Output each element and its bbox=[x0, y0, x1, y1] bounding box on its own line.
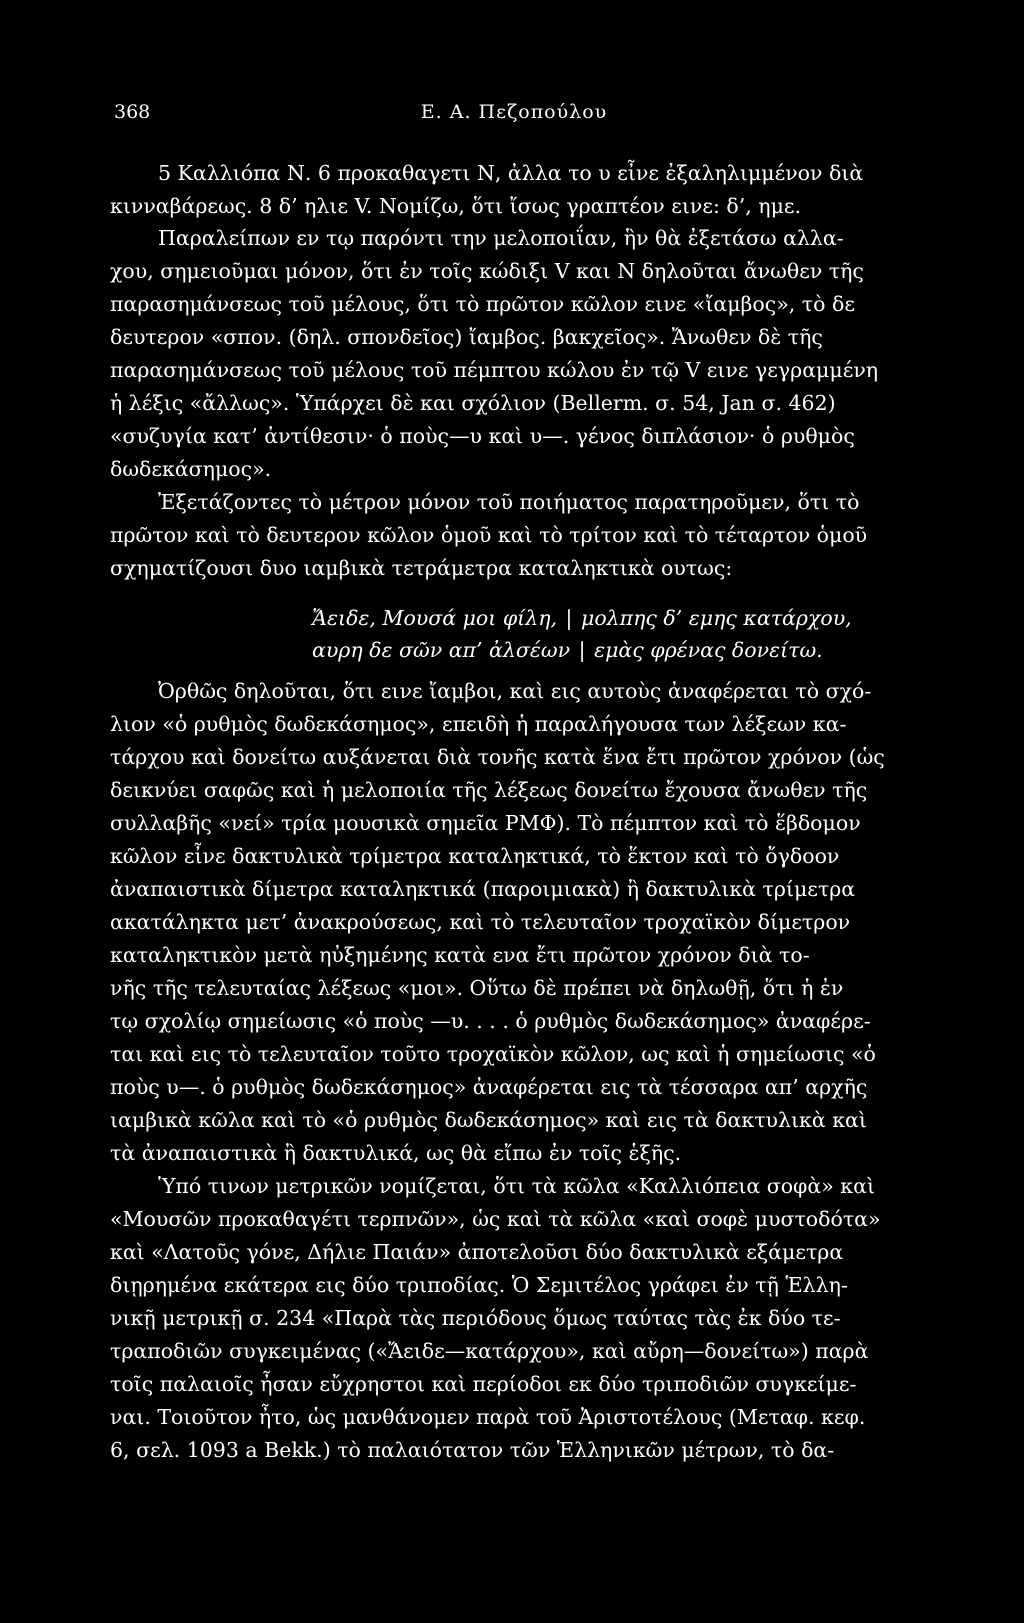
verse-separator: | bbox=[578, 638, 586, 662]
text-line: 5 Καλλιόπα Ν. 6 προκαθαγετι Ν, ἀλλα το υ εἶνε ἐξαληλιμμένον διὰ bbox=[158, 161, 864, 185]
text-line: καὶ «Λατοῦς γόνε, Δήλιε Παιάν» ἀποτελοῦσι δύο δακτυλικὰ εξάμετρα bbox=[110, 1240, 844, 1264]
running-head: Ε. Α. Πεζοπούλου bbox=[420, 101, 608, 123]
text-line: δωδεκάσημος». bbox=[110, 457, 272, 481]
text-line: τὰ ἀναπαιστικὰ ἢ δακτυλικά, ως θὰ εἴπω ἐν τοῖς ἑξῆς. bbox=[110, 1141, 682, 1165]
verse-separator: | bbox=[565, 606, 573, 630]
text-line: πρῶτον καὶ τὸ δευτερον κῶλον ὁμοῦ καὶ τὸ τρίτον καὶ τὸ τέταρτον ὁμοῦ bbox=[110, 523, 868, 547]
text-line: παρασημάνσεως τοῦ μέλους, ὅτι τὸ πρῶτον κῶλον εινε «ἴαμβος», τὸ δε bbox=[110, 292, 855, 316]
text-line: δευτερον «σπον. (δηλ. σπονδεῖος) ἴαμβος. βακχεῖος». Ἄνωθεν δὲ τῆς bbox=[110, 325, 823, 349]
text-line: «συζυγία κατ’ ἀντίθεσιν· ὁ ποὺς—υ καὶ υ—. γένος διπλάσιον· ὁ ρυθμὸς bbox=[110, 424, 855, 448]
text-line: τάρχου καὶ δονείτω αυξάνεται διὰ τονῆς κατὰ ἕνα ἔτι πρῶτον χρόνον (ὡς bbox=[110, 745, 885, 769]
verse-right: εμὰς φρένας δονείτω. bbox=[594, 638, 823, 662]
text-line: τραποδιῶν συγκειμένας («Ἄειδε—κατάρχου», καὶ αὔρη—δονείτω») παρὰ bbox=[110, 1339, 869, 1363]
text-line: τῳ σχολίῳ σημείωσις «ὁ ποὺς —υ. . . . ὁ ρυθμὸς δωδεκάσημος» ἀναφέρε- bbox=[110, 1009, 871, 1033]
verse-right: μολπης δ’ εμης κατάρχου, bbox=[581, 606, 852, 630]
text-line: κῶλον εἶνε δακτυλικὰ τρίμετρα καταληκτικά, τὸ ἕκτον καὶ τὸ ὄγδοον bbox=[110, 844, 840, 868]
text-line: ιαμβικὰ κῶλα καὶ τὸ «ὁ ρυθμὸς δωδεκάσημος» καὶ εις τὰ δακτυλικὰ καὶ bbox=[110, 1108, 867, 1132]
text-line: συλλαβῆς «νεί» τρία μουσικὰ σημεῖα ΡΜΦ). Τὸ πέμπτον καὶ τὸ ἕβδομον bbox=[110, 811, 861, 835]
text-line: Ἐξετάζοντες τὸ μέτρον μόνον τοῦ ποιήματος παρατηροῦμεν, ὅτι τὸ bbox=[158, 490, 860, 514]
text-line: σχηματίζουσι δυο ιαμβικὰ τετράμετρα καταληκτικὰ ουτως: bbox=[110, 556, 733, 580]
verse-line bbox=[312, 602, 852, 634]
text-line: ακατάληκτα μετ’ ἀνακρούσεως, καὶ τὸ τελευταῖον τροχαϊκὸν δίμετρον bbox=[110, 910, 851, 934]
text-line: τοῖς παλαιοῖς ἦσαν εὔχρηστοι καὶ περίοδοι εκ δύο τριποδιῶν συγκείμε- bbox=[110, 1372, 857, 1396]
verse-left: Ἄειδε, Μουσά μοι φίλη, bbox=[312, 606, 558, 630]
text-line: ποὺς υ—. ὁ ρυθμὸς δωδεκάσημος» ἀναφέρεται εις τὰ τέσσαρα απ’ αρχῆς bbox=[110, 1075, 868, 1099]
text-line: ται καὶ εις τὸ τελευταῖον τοῦτο τροχαϊκὸν κῶλον, ως καὶ ἡ σημείωσις «ὁ bbox=[110, 1042, 876, 1066]
page-header bbox=[114, 101, 914, 131]
text-line: ναι. Τοιοῦτον ἦτο, ὡς μανθάνομεν παρὰ τοῦ Ἀριστοτέλους (Μεταφ. κεφ. bbox=[110, 1405, 866, 1429]
text-line: Ὀρθῶς δηλοῦται, ὅτι εινε ἴαμβοι, καὶ εις αυτοὺς ἀναφέρεται τὸ σχό- bbox=[158, 679, 872, 703]
verse-line bbox=[312, 634, 823, 666]
text-line: νικῇ μετρικῇ σ. 234 «Παρὰ τὰς περιόδους ὅμως ταύτας τὰς ἐκ δύο τε- bbox=[110, 1306, 841, 1330]
text-line: διῃρημένα εκάτερα εις δύο τριποδίας. Ὁ Σεμιτέλος γράφει ἐν τῇ Ἑλλη- bbox=[110, 1273, 848, 1297]
verse-left: αυρη δε σῶν απ’ ἀλσέων bbox=[312, 638, 571, 662]
text-line: ἀναπαιστικὰ δίμετρα καταληκτικά (παροιμιακὰ) ἢ δακτυλικὰ τρίμετρα bbox=[110, 877, 856, 901]
text-line: «Μουσῶν προκαθαγέτι τερπνῶν», ὡς καὶ τὰ κῶλα «καὶ σοφὲ μυστοδότα» bbox=[110, 1207, 881, 1231]
text-line: δεικνύει σαφῶς καὶ ἡ μελοποιία τῆς λέξεως δονείτω ἔχουσα ἄνωθεν τῆς bbox=[110, 778, 868, 802]
page-number: 368 bbox=[114, 101, 151, 123]
text-line: Ὑπό τινων μετρικῶν νομίζεται, ὅτι τὰ κῶλα «Καλλιόπεια σοφὰ» καὶ bbox=[158, 1174, 875, 1198]
text-line: παρασημάνσεως τοῦ μέλους τοῦ πέμπτου κώλου ἐν τῷ V εινε γεγραμμένη bbox=[110, 358, 879, 382]
text-line: Παραλείπων εν τῳ παρόντι την μελοποιΐαν, ἣν θὰ ἐξετάσω αλλα- bbox=[158, 226, 844, 250]
text-line: νῆς τῆς τελευταίας λέξεως «μοι». Οὕτω δὲ πρέπει νὰ δηλωθῇ, ὅτι ἡ ἐν bbox=[110, 976, 844, 1000]
text-line: ἡ λέξις «ἄλλως». Ὑπάρχει δὲ και σχόλιον (Bellerm. σ. 54, Jan σ. 462) bbox=[110, 391, 836, 415]
text-line: κινναβάρεως. 8 δ’ ηλιε V. Νομίζω, ὅτι ἴσως γραπτέον εινε: δ’, ημε. bbox=[110, 194, 802, 218]
text-line: λιον «ὁ ρυθμὸς δωδεκάσημος», επειδὴ ἡ παραλήγουσα των λέξεων κα- bbox=[110, 712, 847, 736]
text-line: καταληκτικὸν μετὰ ηὐξημένης κατὰ ενα ἔτι πρῶτον χρόνον διὰ το- bbox=[110, 943, 810, 967]
text-line: χου, σημειοῦμαι μόνον, ὅτι ἐν τοῖς κώδιξι V και Ν δηλοῦται ἄνωθεν τῆς bbox=[110, 259, 864, 283]
text-line: 6, σελ. 1093 a Bekk.) τὸ παλαιότατον τῶν Ἑλληνικῶν μέτρων, τὸ δα- bbox=[110, 1438, 835, 1462]
